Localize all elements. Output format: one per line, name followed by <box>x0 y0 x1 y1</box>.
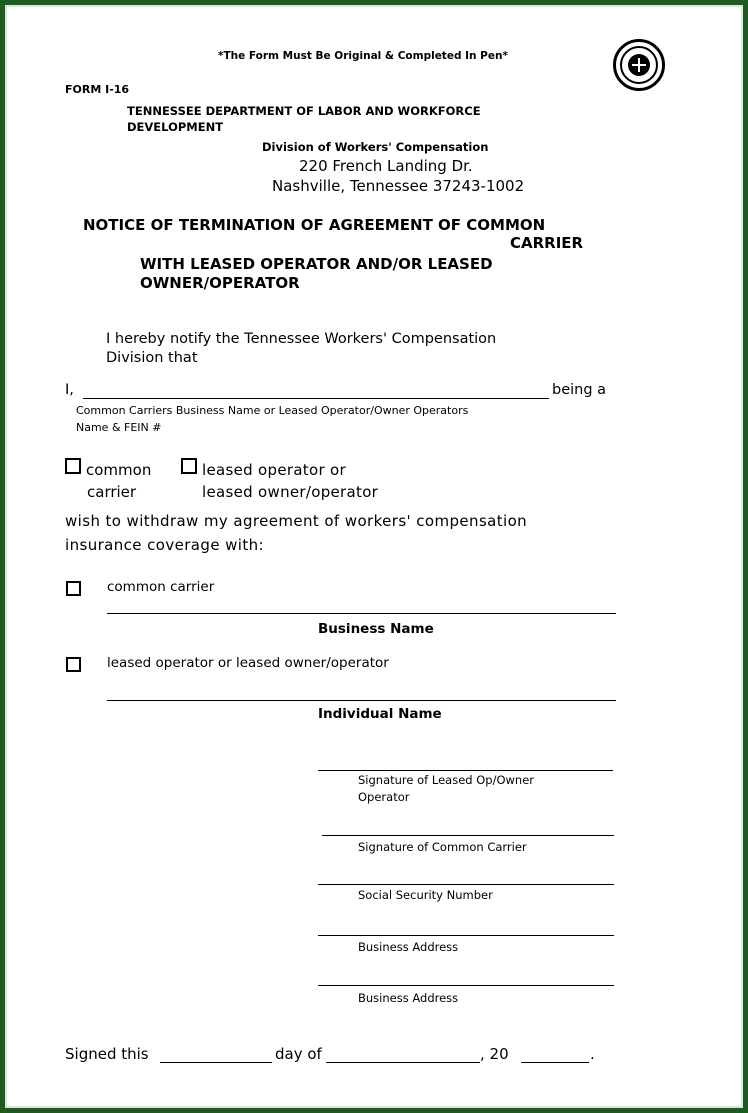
leased-operator-option-label: leased operator or <box>202 461 346 479</box>
notify-statement-cont: Division that <box>106 350 198 366</box>
day-of-label: day of <box>275 1045 322 1063</box>
year-prefix-label: , 20 <box>480 1045 509 1063</box>
department-name: TENNESSEE DEPARTMENT OF LABOR AND WORKFORCE <box>127 104 481 118</box>
common-carrier-signature-caption: Signature of Common Carrier <box>358 840 527 854</box>
common-carrier-signature-field[interactable] <box>322 835 614 836</box>
notice-title-line3: WITH LEASED OPERATOR AND/OR LEASED <box>140 255 493 273</box>
form-number: FORM I-16 <box>65 83 130 96</box>
individual-name-caption: Individual Name <box>318 706 442 722</box>
common-carrier-option-label-cont: carrier <box>87 483 137 501</box>
common-carrier-checkbox[interactable] <box>66 581 81 596</box>
city-address: Nashville, Tennessee 37243-1002 <box>272 177 525 195</box>
name-field-caption: Common Carriers Business Name or Leased Operator/Owner Operators <box>76 404 469 417</box>
withdraw-statement: wish to withdraw my agreement of workers' compensation <box>65 512 528 530</box>
withdraw-statement-cont: insurance coverage with: <box>65 536 264 554</box>
notice-title: NOTICE OF TERMINATION OF AGREEMENT OF COMMON <box>83 216 546 234</box>
department-name-cont: DEVELOPMENT <box>127 120 224 134</box>
individual-name-field[interactable] <box>107 700 616 701</box>
leased-operator-option-label-cont: leased owner/operator <box>202 483 379 501</box>
notice-title-line4: OWNER/OPERATOR <box>140 274 300 292</box>
notice-title-line2: CARRIER <box>510 234 584 252</box>
notify-statement: I hereby notify the Tennessee Workers' Compensation <box>106 331 497 347</box>
original-in-pen-note: *The Form Must Be Original & Completed In Pen* <box>218 50 508 62</box>
business-name-fein-field[interactable] <box>83 398 549 399</box>
business-address-field-1[interactable] <box>318 935 614 936</box>
common-carrier-option-label: common <box>86 461 152 479</box>
leased-operator-signature-caption-cont: Operator <box>358 790 410 804</box>
i-label: I, <box>65 382 74 398</box>
state-seal-icon <box>613 39 665 91</box>
year-period: . <box>590 1045 595 1063</box>
signed-day-field[interactable] <box>160 1062 272 1063</box>
name-field-caption-cont: Name & FEIN # <box>76 421 162 434</box>
business-address-field-2[interactable] <box>318 985 614 986</box>
being-a-label: being a <box>552 382 607 398</box>
leased-operator-option-checkbox[interactable] <box>181 458 197 474</box>
leased-operator-checkbox-label: leased operator or leased owner/operator <box>107 655 389 671</box>
leased-operator-checkbox[interactable] <box>66 657 81 672</box>
signed-this-label: Signed this <box>65 1045 149 1063</box>
signed-month-field[interactable] <box>326 1062 480 1063</box>
business-address-caption-1: Business Address <box>358 940 459 954</box>
business-name-caption: Business Name <box>318 621 434 637</box>
common-carrier-checkbox-label: common carrier <box>107 579 215 595</box>
signed-year-field[interactable] <box>521 1062 589 1063</box>
business-name-field[interactable] <box>107 613 616 614</box>
social-security-number-field[interactable] <box>318 884 614 885</box>
leased-operator-signature-caption: Signature of Leased Op/Owner <box>358 773 534 787</box>
street-address: 220 French Landing Dr. <box>299 157 473 175</box>
division-name: Division of Workers' Compensation <box>262 140 489 154</box>
leased-operator-signature-field[interactable] <box>318 770 613 771</box>
social-security-number-caption: Social Security Number <box>358 888 493 902</box>
common-carrier-option-checkbox[interactable] <box>65 458 81 474</box>
business-address-caption-2: Business Address <box>358 991 459 1005</box>
